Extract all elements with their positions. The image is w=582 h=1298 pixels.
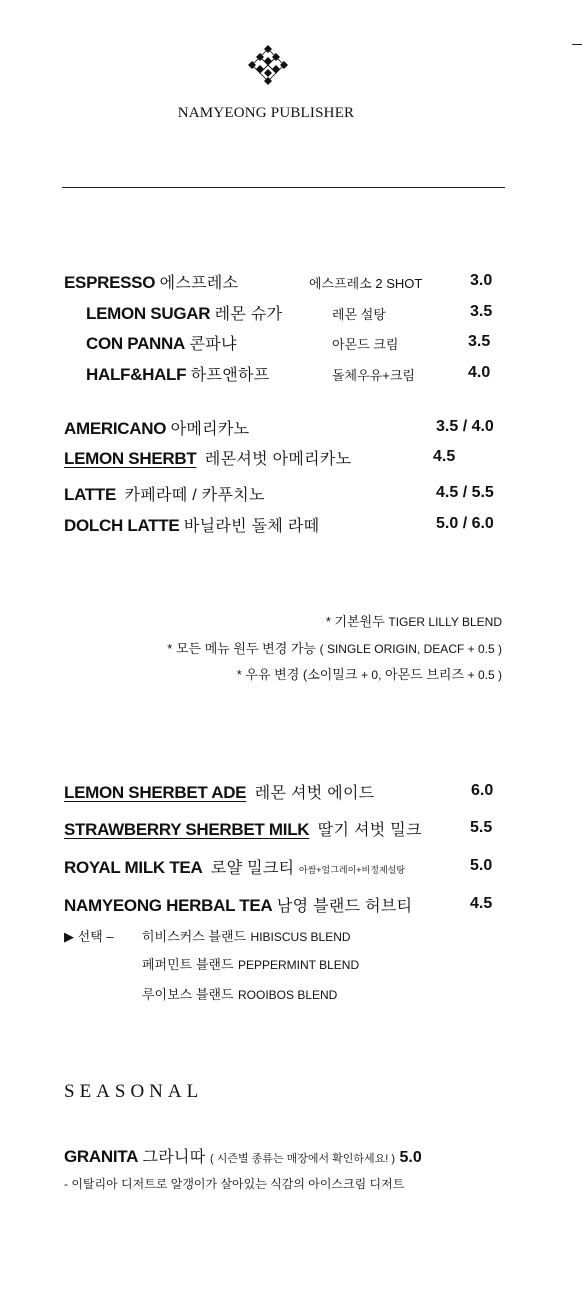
note-text-en: + 0, <box>361 668 382 682</box>
item-description: 아쌈+얼그레이+비정제설탕 <box>298 865 406 875</box>
menu-item-lemon-sugar <box>86 301 282 324</box>
tea-choice-rooibos <box>142 984 337 1004</box>
item-name-ko: 남영 블랜드 허브티 <box>276 898 413 915</box>
tea-choice-label: ▶ 선택 – <box>64 929 114 944</box>
item-name-en: LEMON SUGAR <box>86 304 211 323</box>
menu-item-royal-milk-tea <box>64 855 405 878</box>
item-description: - 이탈리아 디저트로 알갱이가 살아있는 식감의 아이스크림 디저트 <box>64 1177 405 1191</box>
menu-item-dolch-latte <box>64 513 319 536</box>
item-price: 5.0 <box>470 857 493 874</box>
menu-item-namyeong-herbal-tea <box>64 893 412 916</box>
item-description: 돌체우유+크림 <box>332 368 415 383</box>
choice-text-ko: 루이보스 블랜드 <box>142 987 234 1002</box>
note-text-en: + 0.5 ) <box>467 668 502 682</box>
item-price: 4.5 / 5.5 <box>436 484 494 501</box>
item-name-en: AMERICANO <box>64 419 167 438</box>
item-price: 4.5 <box>433 448 456 465</box>
publisher-name: NAMYEONG PUBLISHER <box>177 105 355 121</box>
choice-text-en: ROOIBOS BLEND <box>237 988 338 1002</box>
item-name-en: LEMON SHERBET ADE <box>64 783 247 802</box>
item-name-en: DOLCH LATTE <box>64 516 180 535</box>
item-name-ko: 레몬 셔벗 에이드 <box>254 785 375 802</box>
item-price: 6.0 <box>471 782 494 799</box>
section-heading-seasonal: SEASONAL <box>64 1081 204 1102</box>
item-name-en: GRANITA <box>64 1147 139 1166</box>
item-name-ko: 아메리카노 <box>170 421 250 438</box>
item-name-ko: 바닐라빈 돌체 라떼 <box>183 518 320 535</box>
note-milk-change <box>237 664 502 683</box>
diamond-lattice-logo-icon <box>242 45 294 85</box>
header-divider <box>62 187 505 188</box>
item-price: 4.5 <box>470 895 493 912</box>
item-price: 5.0 <box>399 1149 422 1166</box>
choice-text-ko: 페퍼민트 블랜드 <box>142 957 234 972</box>
menu-item-granita <box>64 1144 422 1167</box>
item-name-en: CON PANNA <box>86 334 185 353</box>
item-price: 3.5 <box>468 333 491 350</box>
item-price: 3.5 <box>470 303 493 320</box>
item-price: 3.0 <box>470 272 493 289</box>
item-name-en: LATTE <box>64 485 117 504</box>
item-name-ko: 딸기 셔벗 밀크 <box>317 822 422 839</box>
menu-item-half-and-half <box>86 362 269 385</box>
item-name-ko: 레몬 슈가 <box>214 306 283 323</box>
menu-item-americano <box>64 416 249 439</box>
tea-choice-hibiscus <box>142 926 351 946</box>
menu-item-lemon-sherbet-ade <box>64 780 374 803</box>
item-name-ko: 그라니따 <box>142 1149 206 1166</box>
menu-item-con-panna <box>86 331 237 354</box>
item-name-en: NAMYEONG HERBAL TEA <box>64 896 273 915</box>
item-price: 5.0 / 6.0 <box>436 515 494 532</box>
item-name-ko: 로얄 밀크티 <box>210 860 295 877</box>
choice-text-en: HIBISCUS BLEND <box>250 930 351 944</box>
choice-text-ko: 히비스커스 블랜드 <box>142 929 247 944</box>
item-name-en: ESPRESSO <box>64 273 156 292</box>
item-name-ko: 하프앤하프 <box>190 367 270 384</box>
item-description: 아몬드 크림 <box>332 337 399 352</box>
item-name-ko: 콘파냐 <box>189 336 237 353</box>
note-text-ko: * 기본원두 <box>325 614 385 629</box>
item-name-ko: 에스프레소 <box>159 275 239 292</box>
item-description: 에스프레소 2 SHOT <box>309 276 423 291</box>
menu-item-espresso <box>64 270 238 293</box>
item-name-en: LEMON SHERBT <box>64 449 197 468</box>
item-name-ko: 레몬셔벗 아메리카노 <box>204 451 352 468</box>
corner-tick-mark <box>572 44 582 45</box>
item-name-en: ROYAL MILK TEA <box>64 858 203 877</box>
note-default-bean <box>326 611 502 630</box>
menu-item-strawberry-sherbet-milk <box>64 817 422 840</box>
item-price: 3.5 / 4.0 <box>436 418 494 435</box>
note-text-en: TIGER LILLY BLEND <box>388 615 502 629</box>
item-name-ko: 카페라떼 / 카푸치노 <box>124 487 265 504</box>
note-bean-change <box>167 638 502 657</box>
item-price: 4.0 <box>468 364 491 381</box>
note-text-ko: 아몬드 브리즈 <box>385 667 465 682</box>
item-name-en: HALF&HALF <box>86 365 187 384</box>
choice-text-en: PEPPERMINT BLEND <box>237 958 360 972</box>
item-name-en: STRAWBERRY SHERBET MILK <box>64 820 310 839</box>
note-text-ko: * 우유 변경 (소이밀크 <box>236 667 358 682</box>
menu-item-lemon-sherbt <box>64 446 351 469</box>
item-description: 레몬 설탕 <box>332 307 386 322</box>
note-text-ko: * 모든 메뉴 원두 변경 가능 <box>167 641 316 656</box>
menu-item-latte <box>64 482 265 505</box>
item-note: ( 시즌별 종류는 매장에서 확인하세요! ) <box>210 1153 396 1165</box>
item-price: 5.5 <box>470 819 493 836</box>
tea-choice-peppermint <box>142 954 359 974</box>
note-text-en: ( SINGLE ORIGIN, DEACF + 0.5 ) <box>319 642 502 656</box>
